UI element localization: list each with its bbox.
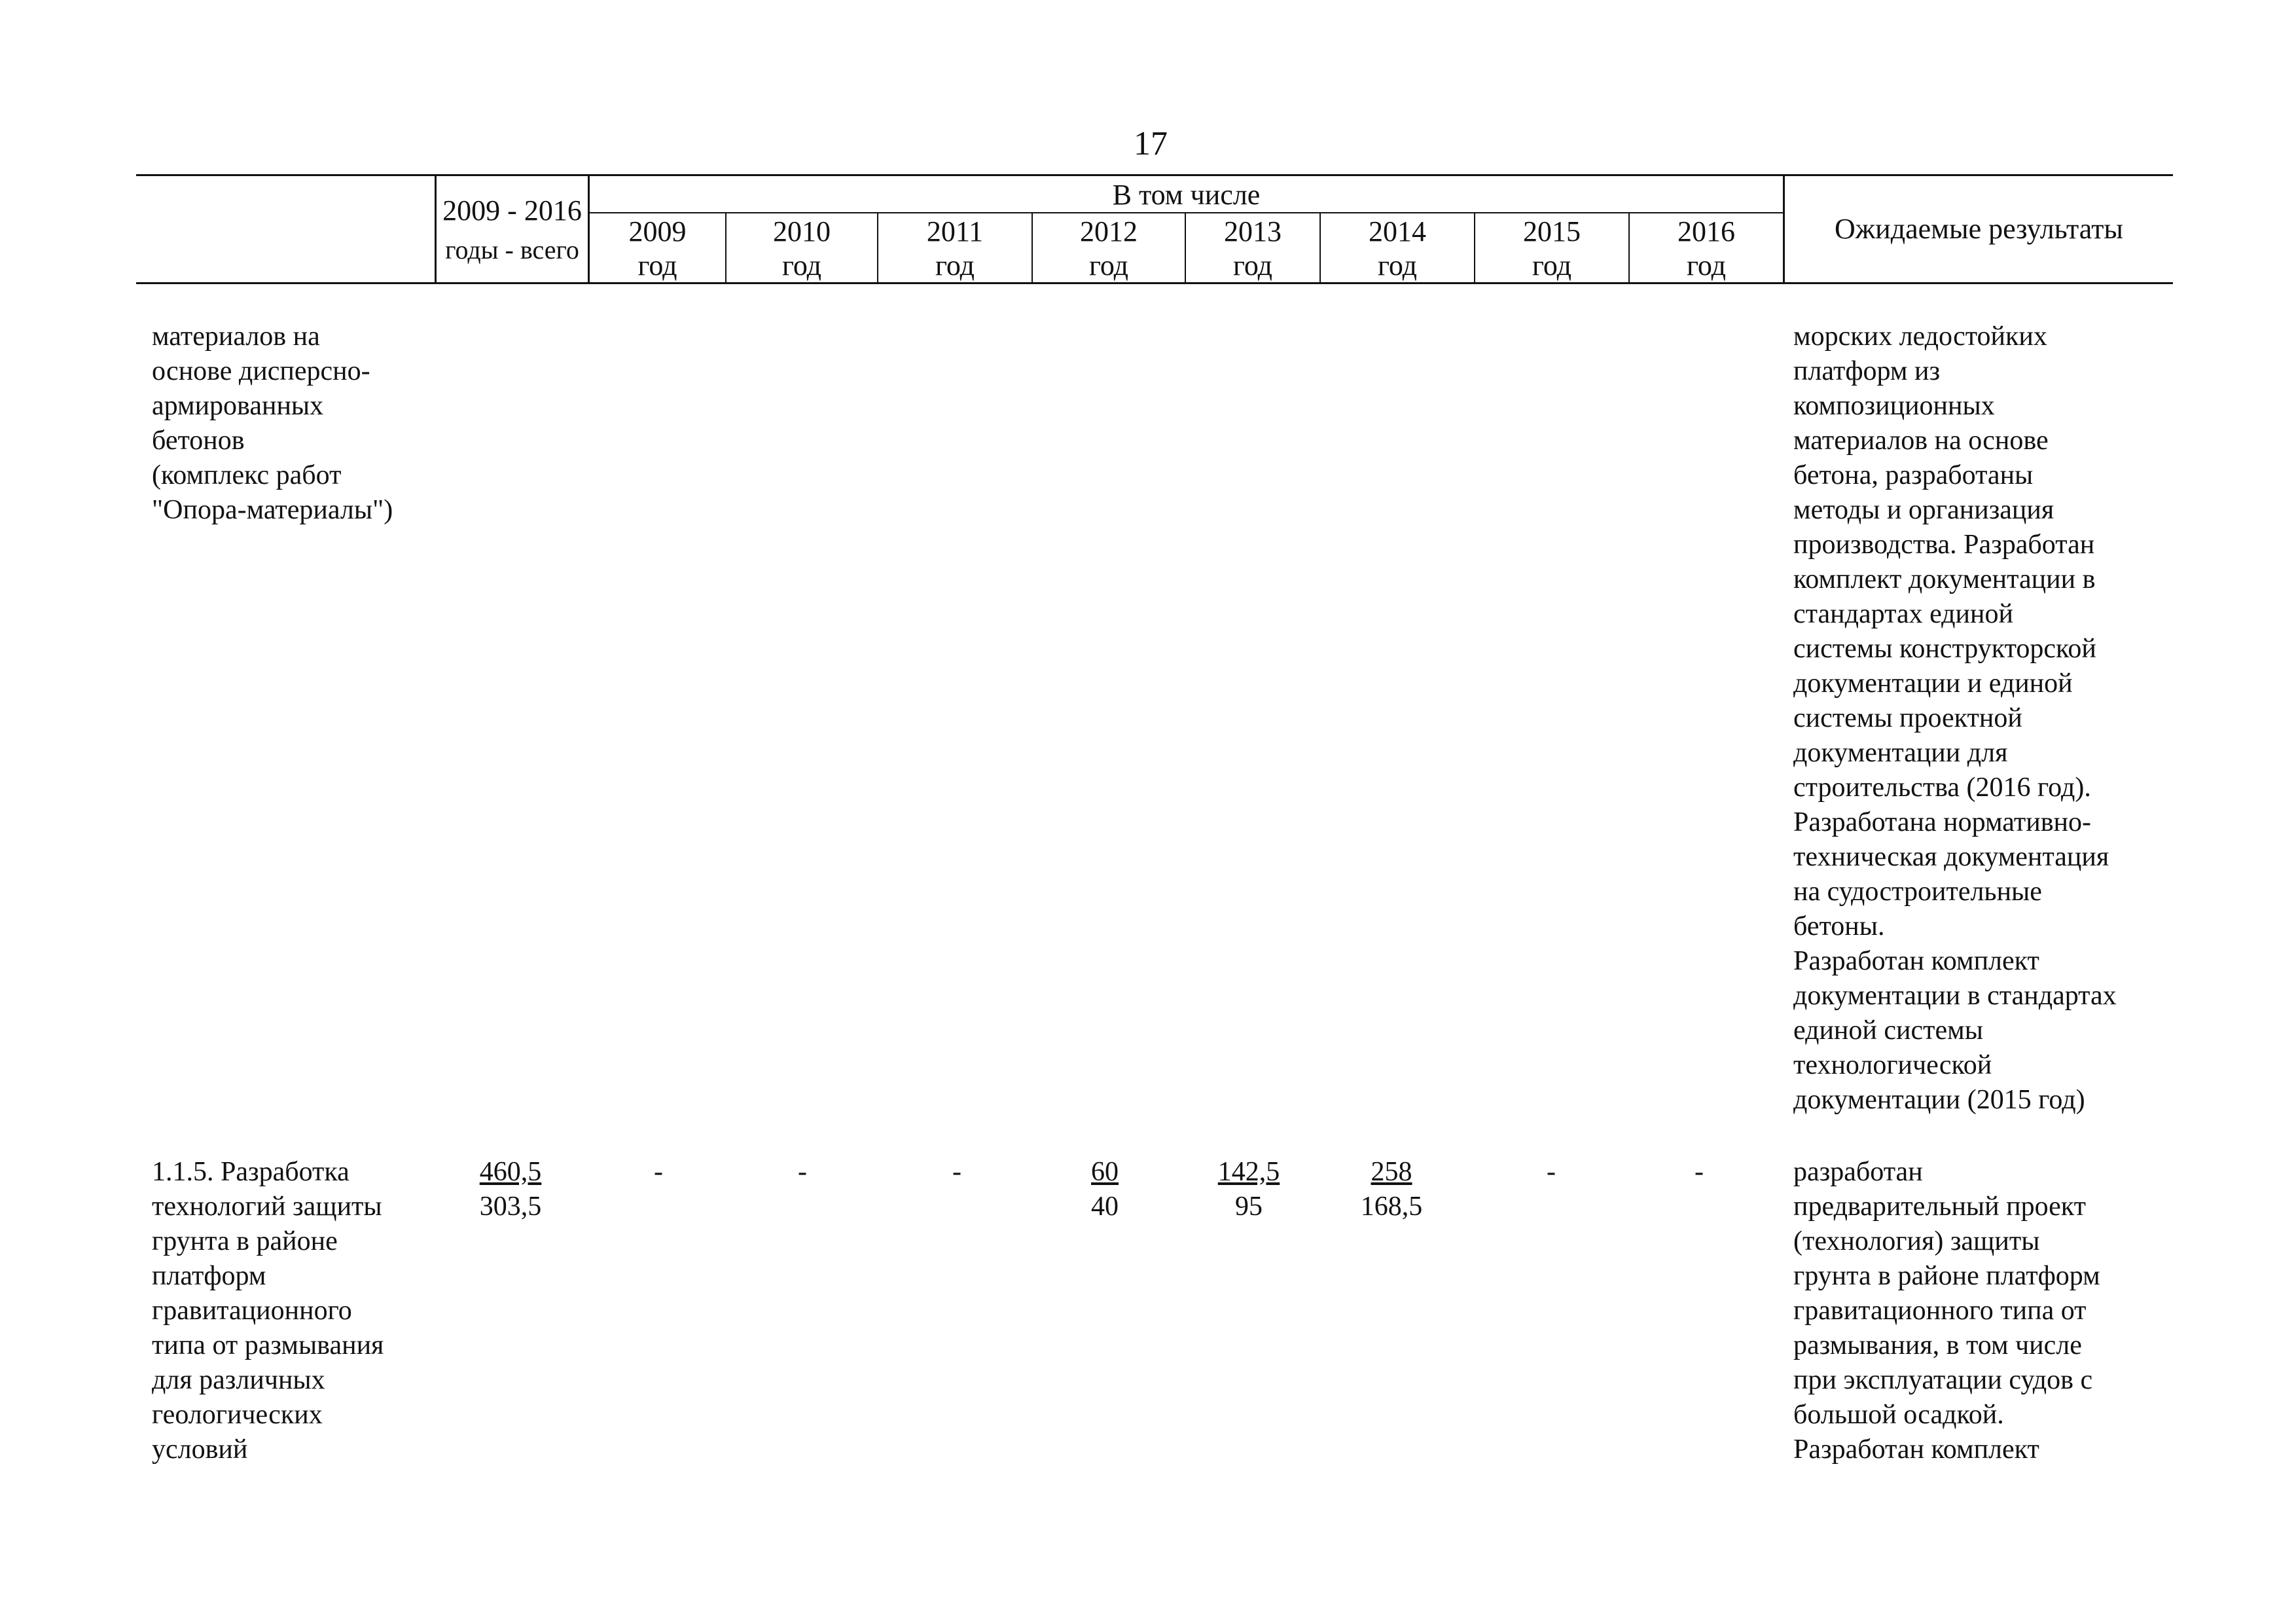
header-year-2016: 2016	[1677, 215, 1735, 247]
page-number: 17	[1134, 125, 1168, 162]
header-unit-2013: год	[1232, 249, 1273, 282]
row-2-2015: -	[1547, 1157, 1556, 1187]
row-2-2011: -	[952, 1157, 961, 1187]
table-header	[136, 174, 2173, 284]
row-2-2014	[1333, 1155, 1450, 1224]
row-2-2012	[1046, 1155, 1164, 1224]
row-2-2013-bottom: 95	[1235, 1192, 1263, 1222]
header-unit-2012: год	[1088, 249, 1129, 282]
row-2-name: 1.1.5. Разработка технологий защиты грунта в районе платформ гравитационного типа от размывания для различных геологических условий	[152, 1157, 384, 1465]
row-2-2014-bottom: 168,5	[1360, 1192, 1423, 1222]
header-unit-2014: год	[1377, 249, 1418, 282]
row-2-total	[452, 1155, 569, 1224]
header-year-2013: 2013	[1224, 215, 1282, 247]
header-year-2011: 2011	[926, 215, 984, 247]
row-2-results: разработан предварительный проект (технология) защиты грунта в районе платформ гравитационного типа от размывания, в том числе при эксплуатации судов с большой осадкой. Разработан комплект	[1793, 1157, 2100, 1465]
header-top-rule	[136, 174, 2173, 176]
header-year-2015: 2015	[1523, 215, 1581, 247]
header-unit-2015: год	[1532, 249, 1572, 282]
row-2-2009: -	[654, 1157, 663, 1187]
header-total-line1: 2009 - 2016	[442, 194, 582, 227]
header-year-2009: 2009	[628, 215, 687, 247]
row-2-2013	[1190, 1155, 1308, 1224]
row-2-2012-top: 60	[1091, 1157, 1119, 1187]
row-2-2013-top: 142,5	[1217, 1157, 1280, 1187]
row-2-2014-top: 258	[1371, 1157, 1412, 1187]
row-1-results: морских ледостойких платформ из композиционных материалов на основе бетона, разработаны методы и организация производства. Разработан комплект документации в стандартах единой системы конструкторской документации и единой системы проектной документации для строительства (2016 год). Разработана нормативно- техническая документация на судостроительные бетоны. Разработан комплект документации в стандартах единой системы технологической документации (2015 год)	[1793, 321, 2117, 1115]
header-unit-2010: год	[781, 249, 822, 282]
header-year-2010: 2010	[773, 215, 831, 247]
row-2-2016: -	[1695, 1157, 1704, 1187]
header-year-2012: 2012	[1080, 215, 1138, 247]
header-including: В том числе	[1112, 179, 1261, 211]
row-2-total-bottom: 303,5	[479, 1192, 542, 1222]
col-divider-total-left	[435, 174, 437, 284]
row-1-name: материалов на основе дисперсно- армированных бетонов (комплекс работ "Опора-материалы")	[152, 321, 393, 525]
header-unit-2011: год	[935, 249, 975, 282]
header-unit-2016: год	[1686, 249, 1727, 282]
header-unit-2009: год	[637, 249, 677, 282]
row-2-total-top: 460,5	[479, 1157, 542, 1187]
row-2-2012-bottom: 40	[1091, 1192, 1119, 1222]
header-total-line2: годы - всего	[445, 235, 579, 264]
row-2-2010: -	[798, 1157, 807, 1187]
header-year-2014: 2014	[1369, 215, 1426, 247]
header-results: Ожидаемые результаты	[1835, 213, 2123, 245]
